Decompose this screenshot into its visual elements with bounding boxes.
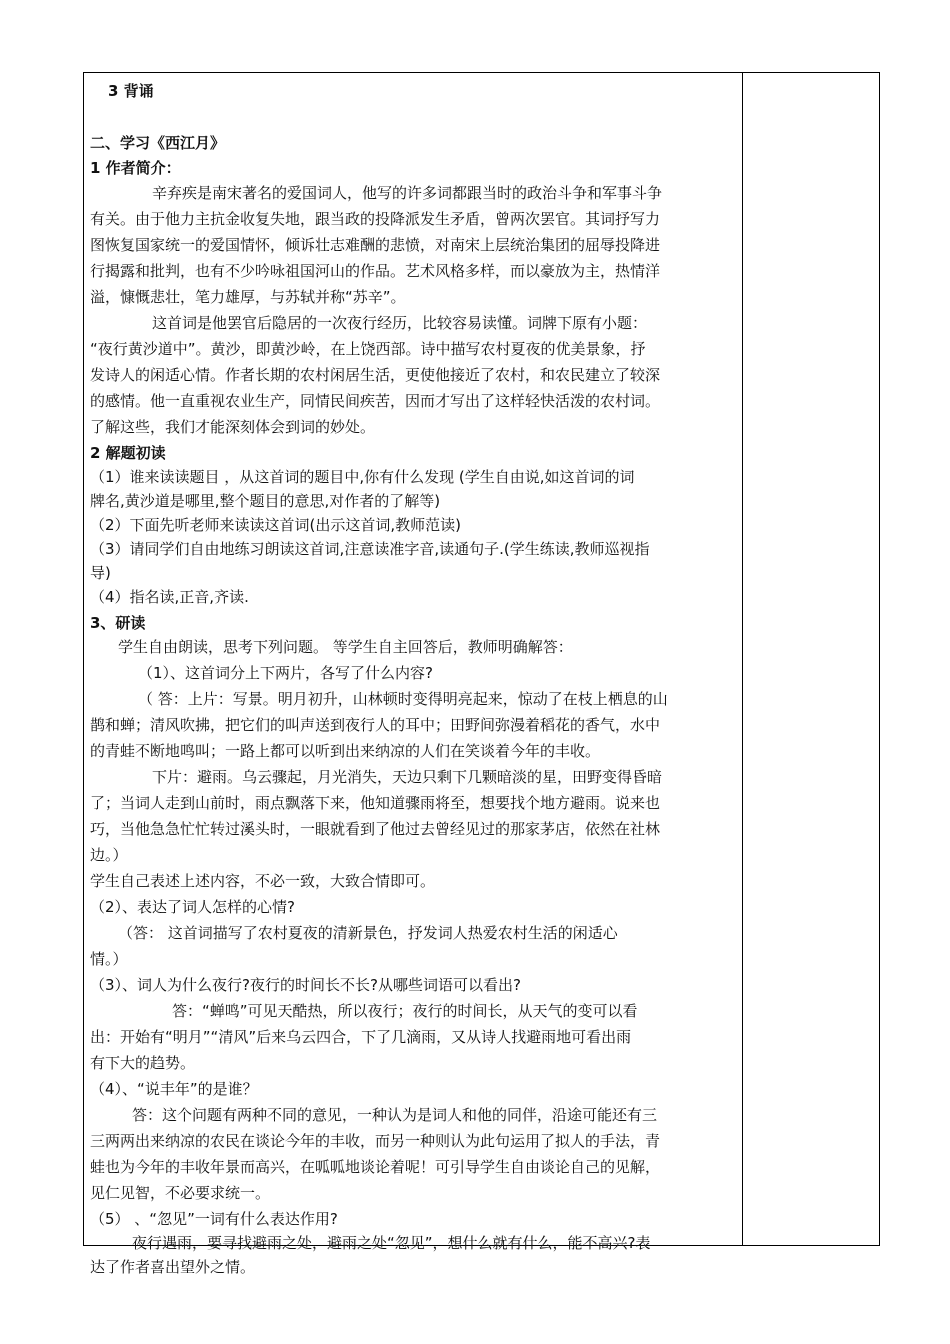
paragraph-line: 图恢复国家统一的爱国情怀，倾诉壮志难酬的悲愤，对南宋上层统治集团的屈辱投降进 [90, 236, 661, 254]
subheading-first-reading: 2 解题初读 [90, 444, 166, 462]
paragraph-line: 了解这些，我们才能深刻体会到词的妙处。 [90, 418, 376, 436]
paragraph-line: 的青蛙不断地鸣叫；一路上都可以听到出来纳凉的人们在笑谈着今年的丰收。 [90, 742, 601, 760]
paragraph-line: 巧，当他急急忙忙转过溪头时，一眼就看到了他过去曾经见过的那家茅店，依然在社林 [90, 820, 661, 838]
paragraph-line: 鹊和蝉；清风吹拂，把它们的叫声送到夜行人的耳中；田野间弥漫着稻花的香气，水中 [90, 716, 661, 734]
paragraph-line: （ 答：上片：写景。明月初升，山林顿时变得明亮起来，惊动了在枝上栖息的山 [138, 690, 668, 708]
paragraph-line: 这首词是他罢官后隐居的一次夜行经历，比较容易读懂。词牌下原有小题： [152, 314, 648, 332]
paragraph-line: 导) [90, 564, 111, 582]
paragraph-line: 有关。由于他力主抗金收复失地，跟当政的投降派发生矛盾，曾两次罢官。其词抒写力 [90, 210, 661, 228]
paragraph-line: 达了作者喜出望外之情。 [90, 1258, 256, 1276]
question-line: （4）、“说丰年”的是谁？ [90, 1080, 258, 1098]
paragraph-line: 发诗人的闲适心情。作者长期的农村闲居生活，更使他接近了农村，和农民建立了较深 [90, 366, 661, 384]
paragraph-line: （3）请同学们自由地练习朗读这首词,注意读准字音,读通句子.(学生练读,教师巡视指 [90, 540, 650, 558]
paragraph-line: 蛙也为今年的丰收年景而高兴，在呱呱地谈论着呢！可引导学生自由谈论自己的见解， [90, 1158, 661, 1176]
paragraph-line: （1）谁来读读题目 ，从这首词的题目中,你有什么发现 (学生自由说,如这首词的词 [90, 468, 635, 486]
question-line: （2）、表达了词人怎样的心情? [90, 898, 296, 916]
paragraph-line: （答： 这首词描写了农村夏夜的清新景色，抒发词人热爱农村生活的闲适心 [118, 924, 618, 942]
section-recite: 3 背诵 [108, 82, 154, 100]
paragraph-line: 学生自由朗读，思考下列问题。 等学生自主回答后，教师明确解答： [118, 638, 573, 656]
paragraph-line: 辛弃疾是南宋著名的爱国词人，他写的许多词都跟当时的政治斗争和军事斗争 [152, 184, 663, 202]
paragraph-line: 三两两出来纳凉的农民在谈论今年的丰收，而另一种则认为此句运用了拟人的手法，青 [90, 1132, 661, 1150]
paragraph-line: 出：开始有“明月”“清风”后来乌云四合，下了几滴雨，又从诗人找避雨地可看出雨 [90, 1028, 632, 1046]
subheading-author: 1 作者简介： [90, 159, 181, 177]
paragraph-line: 答：“蝉鸣”可见天酷热，所以夜行；夜行的时间长，从天气的变可以看 [172, 1002, 638, 1020]
paragraph-line: 下片：避雨。乌云骤起，月光消失，天边只剩下几颗暗淡的星，田野变得昏暗 [152, 768, 663, 786]
paragraph-line: 答：这个问题有两种不同的意见，一种认为是词人和他的同伴，沿途可能还有三 [132, 1106, 658, 1124]
section-heading-xijiangyue: 二、学习《西江月》 [90, 134, 226, 152]
paragraph-line: 溢，慷慨悲壮，笔力雄厚，与苏轼并称“苏辛”。 [90, 288, 406, 306]
paragraph-line: 牌名,黄沙道是哪里,整个题目的意思,对作者的了解等) [90, 492, 441, 510]
paragraph-line: 见仁见智，不必要求统一。 [90, 1184, 271, 1202]
paragraph-line: 行揭露和批判，也有不少吟咏祖国河山的作品。艺术风格多样，而以豪放为主，热情洋 [90, 262, 661, 280]
column-divider [742, 73, 743, 1245]
paragraph-line: （2）下面先听老师来读读这首词(出示这首词,教师范读) [90, 516, 462, 534]
lesson-table [83, 72, 880, 1276]
question-line: （3）、词人为什么夜行?夜行的时间长不长?从哪些词语可以看出? [90, 976, 521, 994]
paragraph-line: “夜行黄沙道中”。黄沙，即黄沙岭，在上饶西部。诗中描写农村夏夜的优美景象，抒 [90, 340, 646, 358]
paragraph-line: 的感情。他一直重视农业生产，同情民间疾苦，因而才写出了这样轻快活泼的农村词。 [90, 392, 661, 410]
paragraph-line: 边。） [90, 846, 128, 864]
paragraph-line: 了；当词人走到山前时，雨点飘落下来，他知道骤雨将至，想要找个地方避雨。说来也 [90, 794, 661, 812]
subheading-study: 3、研读 [90, 614, 146, 632]
question-line: （1）、这首词分上下两片，各写了什么内容? [138, 664, 434, 682]
paragraph-line: 情。） [90, 950, 128, 968]
question-line: （5） 、“忽见”一词有什么表达作用? [90, 1210, 338, 1228]
paragraph-line: （4）指名读,正音,齐读. [90, 588, 249, 606]
paragraph-line: 夜行遇雨，要寻找避雨之处，避雨之处“忽见”，想什么就有什么，能不高兴?表 [132, 1234, 651, 1252]
paragraph-line: 学生自己表述上述内容，不必一致，大致合情即可。 [90, 872, 436, 890]
paragraph-line: 有下大的趋势。 [90, 1054, 196, 1072]
